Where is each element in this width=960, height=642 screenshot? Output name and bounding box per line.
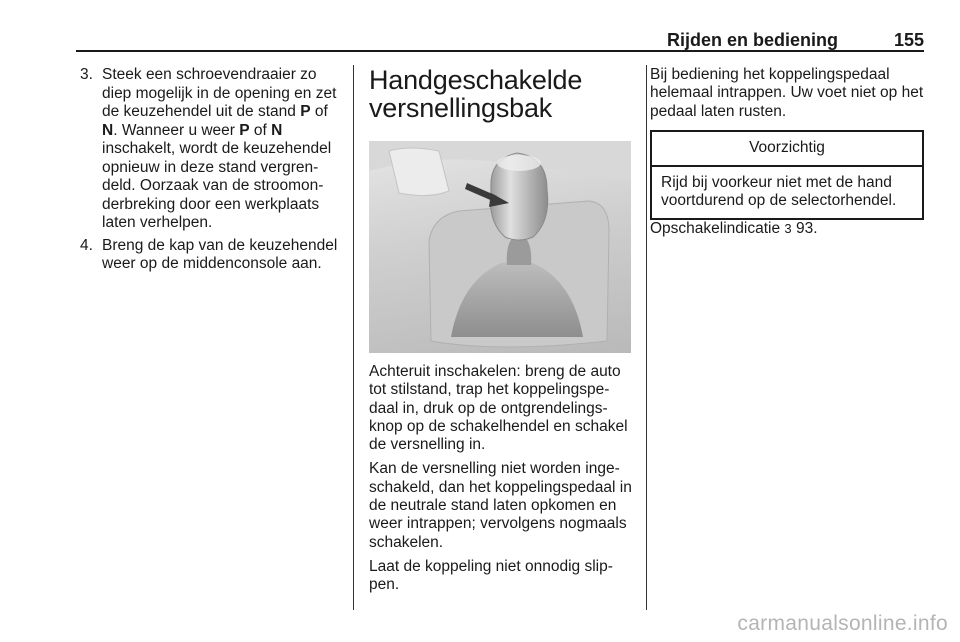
- middle-body: [369, 363, 633, 601]
- reference-label: Opschakelindicatie: [650, 219, 781, 237]
- stand-p: P: [239, 121, 250, 139]
- paragraph: Laat de koppeling niet onnodig slip- pen.: [369, 557, 613, 594]
- chapter-title: Rijden en bediening: [666, 30, 838, 50]
- text-run: Steek een schroevendraaier zo diep mogelijk in de opening en zet de keuzehendel uit de stand: [102, 66, 337, 120]
- item-text: [102, 66, 336, 231]
- stand-n: N: [102, 121, 114, 139]
- paragraph: Kan de versnelling niet worden inge- schakeld, dan het koppelingspedaal in de neutrale stand laten opkomen en weer intrappen; vervolgens nogmaals schakelen.: [369, 460, 632, 551]
- reference-arrow-icon: 3: [784, 220, 792, 236]
- right-column: [650, 66, 925, 238]
- paragraph: Achteruit inschakelen: breng de auto tot stilstand, trap het koppelingspe- daal in, druk op de ontgrendelings- knop op de schakelhendel en schakel de versnelling in.: [369, 363, 628, 454]
- section-heading: Handgeschakelde versnellingsbak: [369, 65, 583, 123]
- text-run: inschakelt, wordt de keuzehendel opnieuw in deze stand vergren- deld. Oorzaak van de stroomon- derbreking door een werkplaats laten verhelpen.: [102, 140, 332, 231]
- list-item-3: [80, 66, 342, 233]
- page-number: 155: [893, 30, 924, 50]
- item-text: Breng de kap van de keuzehendel weer op de middenconsole aan.: [102, 236, 338, 272]
- list-item-4: [80, 237, 342, 274]
- caution-title: Voorzichtig: [652, 132, 922, 167]
- text-run: of: [249, 121, 272, 139]
- column-divider-1: [353, 65, 354, 610]
- intro-paragraph: Bij bediening het koppelingspedaal helemaal intrappen. Uw voet niet op het pedaal laten rusten.: [650, 66, 924, 120]
- cross-reference[interactable]: [650, 220, 925, 238]
- page-header: [76, 30, 924, 52]
- list-number: 3.: [80, 66, 93, 83]
- watermark: carmanualsonline.info: [737, 612, 948, 635]
- caution-box: [650, 130, 924, 220]
- gear-shift-knob-icon: [369, 141, 631, 353]
- text-run: of: [310, 103, 328, 120]
- column-divider-2: [646, 65, 647, 610]
- left-column: [80, 66, 342, 278]
- stand-n: N: [271, 121, 283, 139]
- list-number: 4.: [80, 236, 93, 254]
- caution-text: Rijd bij voorkeur niet met de hand voortdurend op de selectorhendel.: [661, 174, 897, 210]
- middle-column: [369, 65, 633, 594]
- header-rule: [76, 50, 924, 52]
- reference-page: 93.: [795, 219, 818, 237]
- gear-shift-knob-illustration: [369, 141, 631, 353]
- text-run: . Wanneer u weer: [113, 121, 240, 139]
- stand-p: P: [300, 103, 311, 120]
